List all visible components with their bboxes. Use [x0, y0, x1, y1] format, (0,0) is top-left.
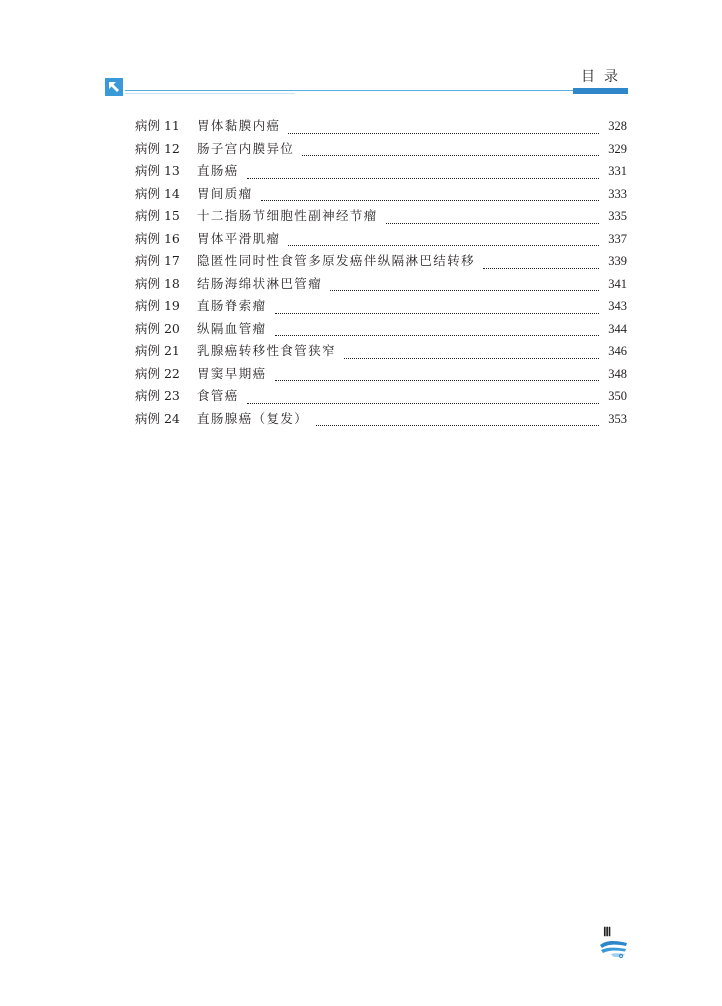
dot-leader	[288, 244, 599, 246]
toc-entry[interactable]	[135, 117, 627, 140]
wave-ornament-icon	[597, 937, 631, 959]
toc-entry[interactable]	[135, 162, 627, 185]
toc-entry[interactable]	[135, 230, 627, 253]
page-number: 350	[608, 389, 627, 403]
case-title: 直肠腺癌（复发）	[197, 410, 309, 426]
case-number: 病例 19	[135, 298, 180, 313]
case-title: 胃间质瘤	[197, 185, 253, 201]
page-number: 353	[608, 411, 627, 426]
dot-leader	[247, 402, 599, 404]
toc-entry[interactable]	[135, 275, 627, 298]
toc-entry[interactable]	[135, 252, 627, 275]
dot-leader	[316, 424, 599, 426]
case-number: 病例 14	[135, 185, 180, 201]
case-number: 病例 12	[135, 140, 180, 156]
page-number: 346	[608, 344, 627, 358]
dot-leader	[261, 199, 599, 201]
dot-leader	[302, 154, 599, 156]
header-rule-faint	[125, 93, 295, 94]
case-number: 病例 23	[135, 388, 180, 403]
dot-leader	[483, 267, 599, 269]
case-title: 十二指肠节细胞性副神经节瘤	[197, 208, 378, 223]
case-title: 结肠海绵状淋巴管瘤	[197, 275, 323, 291]
toc-entry[interactable]	[135, 410, 627, 433]
case-number: 病例 16	[135, 230, 180, 246]
toc-entry[interactable]	[135, 207, 627, 230]
case-title: 食管癌	[197, 388, 239, 403]
dot-leader	[275, 379, 599, 381]
page-number: 339	[608, 254, 627, 268]
dot-leader	[275, 334, 599, 336]
case-title: 胃体平滑肌瘤	[197, 230, 281, 246]
dot-leader	[247, 177, 599, 179]
page-number: 343	[608, 299, 627, 313]
case-number: 病例 24	[135, 410, 180, 426]
page-number: 335	[608, 209, 627, 223]
toc-entry[interactable]	[135, 320, 627, 343]
page-number: 328	[608, 119, 627, 133]
page-number: 341	[608, 276, 627, 291]
header-accent-bar	[573, 88, 628, 94]
toc-entry[interactable]	[135, 185, 627, 208]
case-title: 隐匿性同时性食管多原发癌伴纵隔淋巴结转移	[197, 253, 476, 268]
case-number: 病例 20	[135, 320, 180, 336]
case-number: 病例 21	[135, 343, 180, 358]
toc-entry[interactable]	[135, 140, 627, 163]
case-number: 病例 15	[135, 208, 180, 223]
page-number: 344	[608, 321, 627, 336]
case-title: 胃体黏膜内癌	[197, 118, 281, 133]
dot-leader	[288, 132, 599, 134]
page-number: 333	[608, 186, 627, 201]
page-number: 329	[608, 141, 627, 156]
case-number: 病例 17	[135, 253, 180, 268]
page-number: 337	[608, 231, 627, 246]
page-number: 348	[608, 366, 627, 381]
toc-entry[interactable]	[135, 297, 627, 320]
dot-leader	[275, 312, 599, 314]
dot-leader	[386, 222, 599, 224]
case-number: 病例 11	[135, 118, 180, 133]
toc-entry[interactable]	[135, 387, 627, 410]
toc-entry[interactable]	[135, 342, 627, 365]
case-title: 胃窦早期癌	[197, 365, 267, 381]
dot-leader	[330, 289, 599, 291]
case-title: 纵隔血管瘤	[197, 320, 267, 336]
folio-number: Ⅲ	[603, 925, 612, 939]
arrow-up-left-icon	[105, 78, 123, 96]
case-number: 病例 18	[135, 275, 180, 291]
dot-leader	[344, 357, 599, 359]
header-rule	[125, 90, 573, 91]
case-title: 直肠癌	[197, 163, 239, 178]
case-number: 病例 22	[135, 365, 180, 381]
case-number: 病例 13	[135, 163, 180, 178]
page-number: 331	[608, 164, 627, 178]
case-title: 直肠脊索瘤	[197, 298, 267, 313]
case-title: 乳腺癌转移性食管狭窄	[197, 343, 337, 358]
case-title: 肠子宫内膜异位	[197, 140, 295, 156]
table-of-contents	[135, 117, 627, 432]
toc-entry[interactable]	[135, 365, 627, 388]
page-title: 目录	[581, 69, 627, 85]
